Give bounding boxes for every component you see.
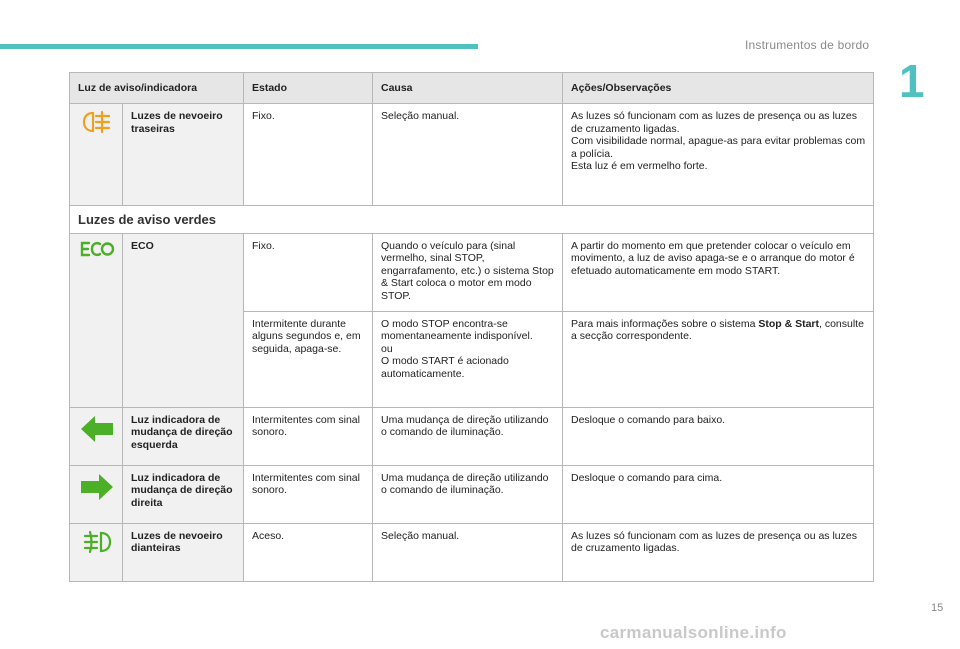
light-name: Luzes de nevoeiro dianteiras	[123, 523, 244, 581]
table-header-row	[70, 73, 874, 104]
section-heading-green: Luzes de aviso verdes	[70, 206, 874, 234]
actions-cell: As luzes só funcionam com as luzes de presença ou as luzes de cruzamento ligadas.	[563, 523, 874, 581]
action-text: , consulte a secção correspondente.	[571, 317, 864, 342]
actions-cell	[563, 311, 874, 407]
cause-cell: Quando o veículo para (sinal vermelho, sinal STOP, engarrafamento, etc.) o sistema Stop & Start coloca o motor em modo STOP.	[373, 233, 563, 311]
light-name: ECO	[123, 233, 244, 407]
front-fog-light-icon	[70, 523, 123, 581]
table-row	[70, 233, 874, 311]
action-line: Esta luz é em vermelho forte.	[571, 160, 708, 172]
col-header-state: Estado	[244, 73, 373, 104]
watermark: carmanualsonline.info	[600, 623, 787, 642]
state-cell: Intermitentes com sinal sonoro.	[244, 465, 373, 523]
light-name: Luz indicadora de mudança de direção direita	[123, 465, 244, 523]
header-accent-bar	[0, 44, 478, 49]
state-cell: Intermitentes com sinal sonoro.	[244, 407, 373, 465]
table-row	[70, 465, 874, 523]
state-cell: Intermitente durante alguns segundos e, em seguida, apaga-se.	[244, 311, 373, 407]
table-row	[70, 407, 874, 465]
action-text-bold: Stop & Start	[758, 317, 819, 330]
actions-cell: Desloque o comando para baixo.	[563, 407, 874, 465]
cause-line: O modo STOP encontra-se momentaneamente indisponível.	[381, 317, 533, 342]
light-name: Luzes de nevoeiro traseiras	[123, 104, 244, 206]
cause-cell	[373, 311, 563, 407]
action-text: Para mais informações sobre o sistema	[571, 317, 759, 330]
cause-cell: Uma mudança de direção utilizando o comando de iluminação.	[373, 465, 563, 523]
actions-cell: A partir do momento em que pretender colocar o veículo em movimento, a luz de aviso apaga-se e o arranque do motor é efetuado automaticamente em modo START.	[563, 233, 874, 311]
action-line: Com visibilidade normal, apague-as para evitar problemas com a polícia.	[571, 135, 866, 160]
state-cell: Aceso.	[244, 523, 373, 581]
chapter-number: 1	[899, 55, 925, 107]
col-header-light: Luz de aviso/indicadora	[70, 73, 244, 104]
action-line: As luzes só funcionam com as luzes de presença ou as luzes de cruzamento ligadas.	[571, 110, 857, 135]
actions-cell: Desloque o comando para cima.	[563, 465, 874, 523]
cause-line: ou	[381, 342, 393, 355]
left-turn-arrow-icon	[70, 407, 123, 465]
col-header-cause: Causa	[373, 73, 563, 104]
rear-fog-light-icon	[70, 104, 123, 206]
table-row	[70, 104, 874, 206]
section-title: Instrumentos de bordo	[745, 38, 870, 52]
state-cell: Fixo.	[244, 104, 373, 206]
page-number: 15	[931, 602, 944, 614]
section-row	[70, 206, 874, 234]
cause-cell: Seleção manual.	[373, 523, 563, 581]
warning-lights-table	[69, 72, 874, 582]
light-name: Luz indicadora de mudança de direção esquerda	[123, 407, 244, 465]
table-row	[70, 523, 874, 581]
col-header-actions: Ações/Observações	[563, 73, 874, 104]
cause-cell: Seleção manual.	[373, 104, 563, 206]
state-cell: Fixo.	[244, 233, 373, 311]
eco-icon	[70, 233, 123, 407]
cause-line: O modo START é acionado automaticamente.	[381, 355, 509, 380]
right-turn-arrow-icon	[70, 465, 123, 523]
actions-cell	[563, 104, 874, 206]
cause-cell: Uma mudança de direção utilizando o comando de iluminação.	[373, 407, 563, 465]
